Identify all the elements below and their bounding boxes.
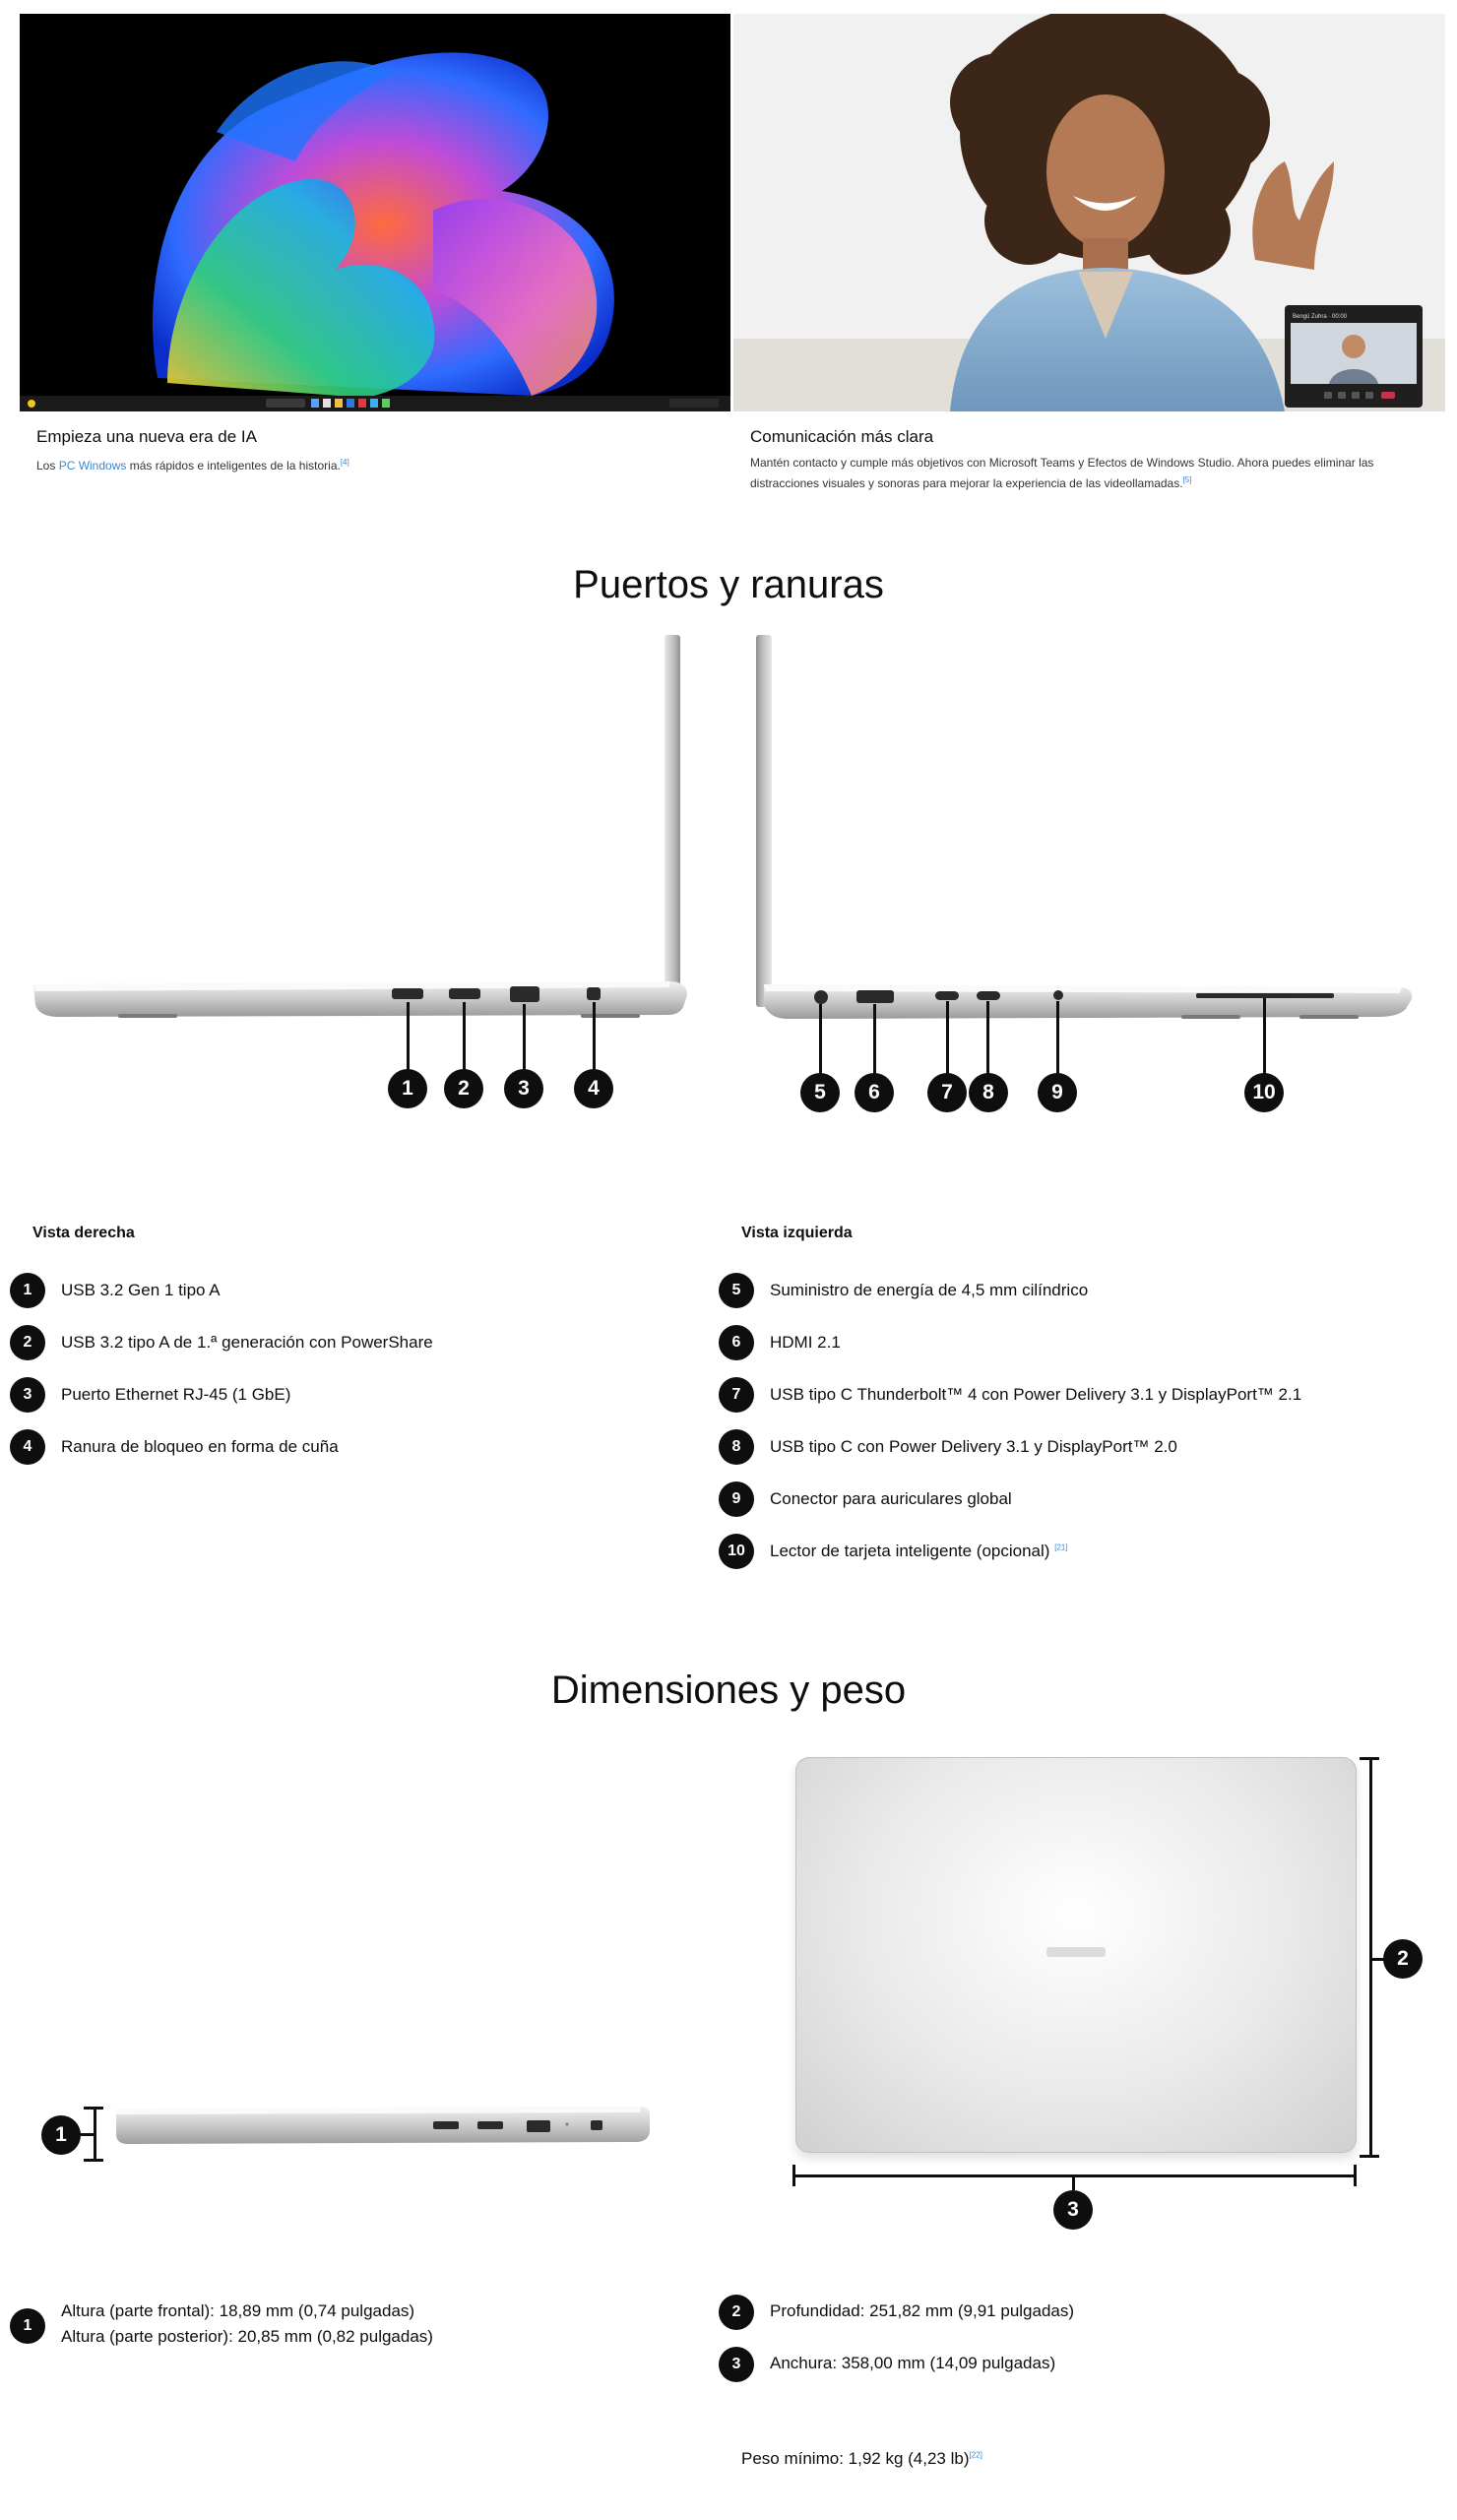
pc-windows-link[interactable]: PC Windows [58,459,127,472]
list-item-label: USB tipo C con Power Delivery 3.1 y DisplayPort™ 2.0 [770,1437,1177,1456]
list-badge: 10 [719,1534,754,1569]
ports-section-title: Puertos y ranuras [573,563,884,606]
hero-left-text [36,454,349,474]
hdmi-port [856,990,894,1003]
list-item [10,1377,45,1413]
height-front-text: Altura (parte frontal): 18,89 mm (0,74 pulgadas) [61,2301,415,2320]
callout-3: 3 [504,1069,543,1108]
laptop-left-side-image [748,635,1418,1048]
weight-value: Peso mínimo: 1,92 kg (4,23 lb) [741,2449,970,2468]
list-item [719,1534,754,1569]
headphone-jack [1053,990,1063,1000]
list-item [719,1325,754,1360]
laptop-top-view-image [795,1757,1357,2153]
callout-10: 10 [1244,1073,1284,1112]
height-back-text: Altura (parte posterior): 20,85 mm (0,82 pulgadas) [61,2327,433,2346]
list-item-label: Conector para auriculares global [770,1489,1012,1508]
list-badge: 9 [719,1481,754,1517]
list-item-label: Ranura de bloqueo en forma de cuña [61,1437,339,1456]
width-dimension-cap [792,2165,795,2186]
width-text: Anchura: 358,00 mm (14,09 pulgadas) [770,2354,1056,2372]
footnote-link[interactable]: [22] [969,2450,982,2460]
list-badge: 1 [10,1273,45,1308]
list-badge: 2 [719,2295,754,2330]
wedge-lock-slot [587,987,601,1000]
callout-1: 1 [388,1069,427,1108]
callout-leader [1072,2176,1075,2190]
usb-c-port [977,991,1000,1000]
list-item [10,1273,45,1308]
callout-height: 1 [41,2115,81,2155]
list-item [719,2295,754,2330]
windows-bloom-image [20,14,730,411]
callout-leader [79,2133,95,2136]
callout-9: 9 [1038,1073,1077,1112]
list-item [10,1429,45,1465]
list-item [719,2347,754,2382]
depth-text: Profundidad: 251,82 mm (9,91 pulgadas) [770,2301,1075,2320]
laptop-right-side-image [30,635,699,1048]
weight-text [741,2449,982,2469]
list-item-label: USB 3.2 Gen 1 tipo A [61,1281,221,1299]
right-view-heading: Vista derecha [32,1225,135,1241]
list-badge: 4 [10,1429,45,1465]
list-badge: 7 [719,1377,754,1413]
usb-c-thunderbolt-port [935,991,959,1000]
ethernet-port [510,986,539,1002]
list-badge: 8 [719,1429,754,1465]
hero-left-text-suffix: más rápidos e inteligentes de la historia. [126,459,341,472]
callout-4: 4 [574,1069,613,1108]
call-window-name: Bengü Zuhra · 00:00 [1293,314,1348,320]
height-dimension-cap [84,2107,103,2110]
dell-logo [1046,1947,1106,1957]
footnote-link[interactable]: [21] [1054,1543,1068,1552]
list-item-label-text: Lector de tarjeta inteligente (opcional) [770,1542,1050,1560]
list-item [719,1273,754,1308]
depth-dimension-cap [1360,2155,1379,2158]
width-dimension-cap [1354,2165,1357,2186]
list-item [719,1481,754,1517]
depth-dimension-cap [1360,1757,1379,1760]
hero-left-text-prefix: Los [36,459,59,472]
list-item-label: Puerto Ethernet RJ-45 (1 GbE) [61,1385,291,1404]
list-badge: 2 [10,1325,45,1360]
video-call-image [733,14,1445,411]
list-item-label [770,1542,1068,1561]
callout-2: 2 [444,1069,483,1108]
list-item-label: USB 3.2 tipo A de 1.ª generación con PowerShare [61,1333,433,1352]
footnote-link[interactable]: [4] [340,458,349,467]
hero-left-title: Empieza una nueva era de IA [36,427,257,446]
barrel-power-port [814,990,828,1004]
list-item-label: Suministro de energía de 4,5 mm cilíndrico [770,1281,1089,1299]
list-item [10,2308,45,2344]
list-item-label: HDMI 2.1 [770,1333,841,1352]
list-badge: 3 [719,2347,754,2382]
dimensions-section-title: Dimensiones y peso [550,1669,907,1712]
callout-width: 3 [1053,2190,1093,2230]
list-item [719,1377,754,1413]
list-item-label: USB tipo C Thunderbolt™ 4 con Power Delivery 3.1 y DisplayPort™ 2.1 [770,1385,1302,1404]
list-item [10,1325,45,1360]
callout-5: 5 [800,1073,840,1112]
callout-8: 8 [969,1073,1008,1112]
usb-a-port [449,988,480,999]
hero-right-title: Comunicación más clara [750,427,934,446]
hero-right-text-body: Mantén contacto y cumple más objetivos con Microsoft Teams y Efectos de Windows Studio. Ahora puedes eliminar las distracciones visuales y sonoras para mejorar la experiencia de las videollamadas. [750,456,1374,490]
list-badge: 1 [10,2308,45,2344]
list-badge: 3 [10,1377,45,1413]
usb-a-port [392,988,423,999]
callout-6: 6 [855,1073,894,1112]
list-item [719,1429,754,1465]
left-view-heading: Vista izquierda [741,1225,853,1241]
laptop-side-profile-image [108,2097,660,2166]
hero-right-text [750,454,1380,492]
callout-7: 7 [927,1073,967,1112]
footnote-link[interactable]: [5] [1182,475,1192,484]
list-badge: 5 [719,1273,754,1308]
height-dimension-cap [84,2159,103,2162]
list-badge: 6 [719,1325,754,1360]
callout-depth: 2 [1383,1939,1423,1979]
